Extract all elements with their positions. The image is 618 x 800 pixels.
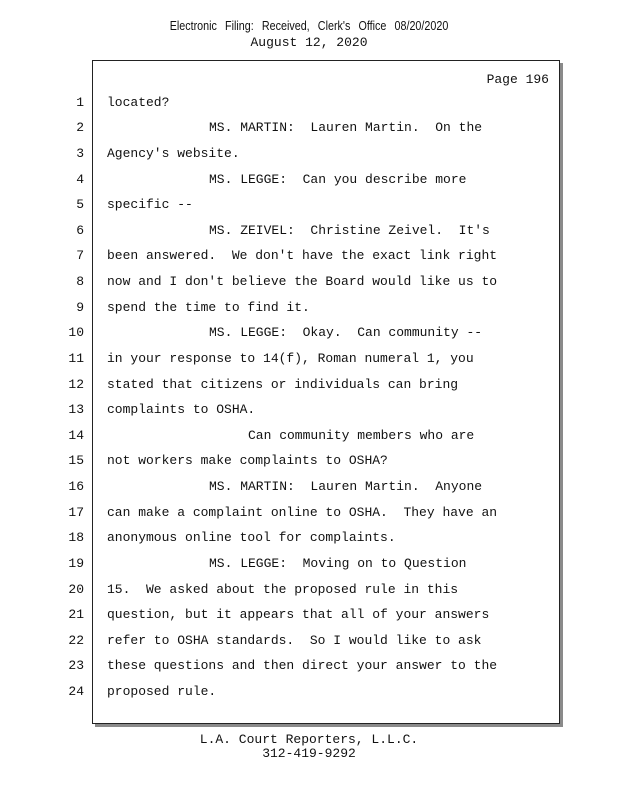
line-text: 15. We asked about the proposed rule in this [107,582,459,597]
line-text: proposed rule. [107,684,217,699]
line-number: 11 [68,351,84,366]
line-number: 18 [68,530,84,545]
transcript-line [0,580,618,600]
transcript-line [0,503,618,523]
line-text: MS. LEGGE: Can you describe more [209,172,467,187]
transcript-line [0,323,618,343]
line-number: 20 [68,582,84,597]
filing-stamp: Electronic Filing: Received, Clerk's Office 08/20/2020 [169,19,449,33]
line-number: 23 [68,658,84,673]
line-text: Can community members who are [248,428,475,443]
line-number: 1 [76,95,84,110]
line-number: 17 [68,505,84,520]
line-text: these questions and then direct your answer to the [107,658,498,673]
line-number: 12 [68,377,84,392]
transcript-line [0,682,618,702]
line-number: 8 [76,274,84,289]
line-text: located? [107,95,170,110]
line-text: MS. LEGGE: Moving on to Question [209,556,467,571]
line-number: 4 [76,172,84,187]
line-number: 19 [68,556,84,571]
line-text: MS. LEGGE: Okay. Can community -- [209,325,483,340]
line-text: now and I don't believe the Board would like us to [107,274,498,289]
line-number: 7 [76,248,84,263]
line-text: in your response to 14(f), Roman numeral 1, you [107,351,474,366]
line-number: 2 [76,120,84,135]
court-reporter-name: L.A. Court Reporters, L.L.C. [199,732,419,747]
court-reporter-phone: 312-419-9292 [262,746,356,761]
transcript-line [0,554,618,574]
line-number: 6 [76,223,84,238]
line-text: can make a complaint online to OSHA. They have an [107,505,498,520]
transcript-date: August 12, 2020 [250,35,368,50]
transcript-line [0,605,618,625]
transcript-line [0,118,618,138]
line-number: 10 [68,325,84,340]
transcript-line [0,298,618,318]
transcript-line [0,375,618,395]
transcript-line [0,477,618,497]
line-text: MS. MARTIN: Lauren Martin. Anyone [209,479,483,494]
transcript-line [0,656,618,676]
transcript-line [0,272,618,292]
line-text: anonymous online tool for complaints. [107,530,396,545]
transcript-line [0,400,618,420]
transcript-line [0,170,618,190]
line-number: 13 [68,402,84,417]
line-text: refer to OSHA standards. So I would like to ask [107,633,482,648]
line-text: stated that citizens or individuals can bring [107,377,459,392]
transcript-line [0,93,618,113]
line-text: complaints to OSHA. [107,402,256,417]
line-number: 5 [76,197,84,212]
line-number: 14 [68,428,84,443]
transcript-line [0,631,618,651]
line-text: MS. MARTIN: Lauren Martin. On the [209,120,483,135]
transcript-line [0,451,618,471]
line-text: been answered. We don't have the exact link right [107,248,498,263]
line-text: specific -- [107,197,193,212]
line-number: 15 [68,453,84,468]
transcript-line [0,528,618,548]
page-number: Page 196 [486,72,549,87]
transcript-line [0,195,618,215]
line-text: not workers make complaints to OSHA? [107,453,388,468]
line-text: question, but it appears that all of your answers [107,607,490,622]
transcript-line [0,426,618,446]
line-text: MS. ZEIVEL: Christine Zeivel. It's [209,223,490,238]
transcript-line [0,246,618,266]
transcript-line [0,144,618,164]
line-number: 3 [76,146,84,161]
line-text: spend the time to find it. [107,300,310,315]
transcript-line [0,221,618,241]
line-number: 9 [76,300,84,315]
transcript-line [0,349,618,369]
line-number: 21 [68,607,84,622]
line-number: 22 [68,633,84,648]
line-text: Agency's website. [107,146,240,161]
line-number: 24 [68,684,84,699]
line-number: 16 [68,479,84,494]
